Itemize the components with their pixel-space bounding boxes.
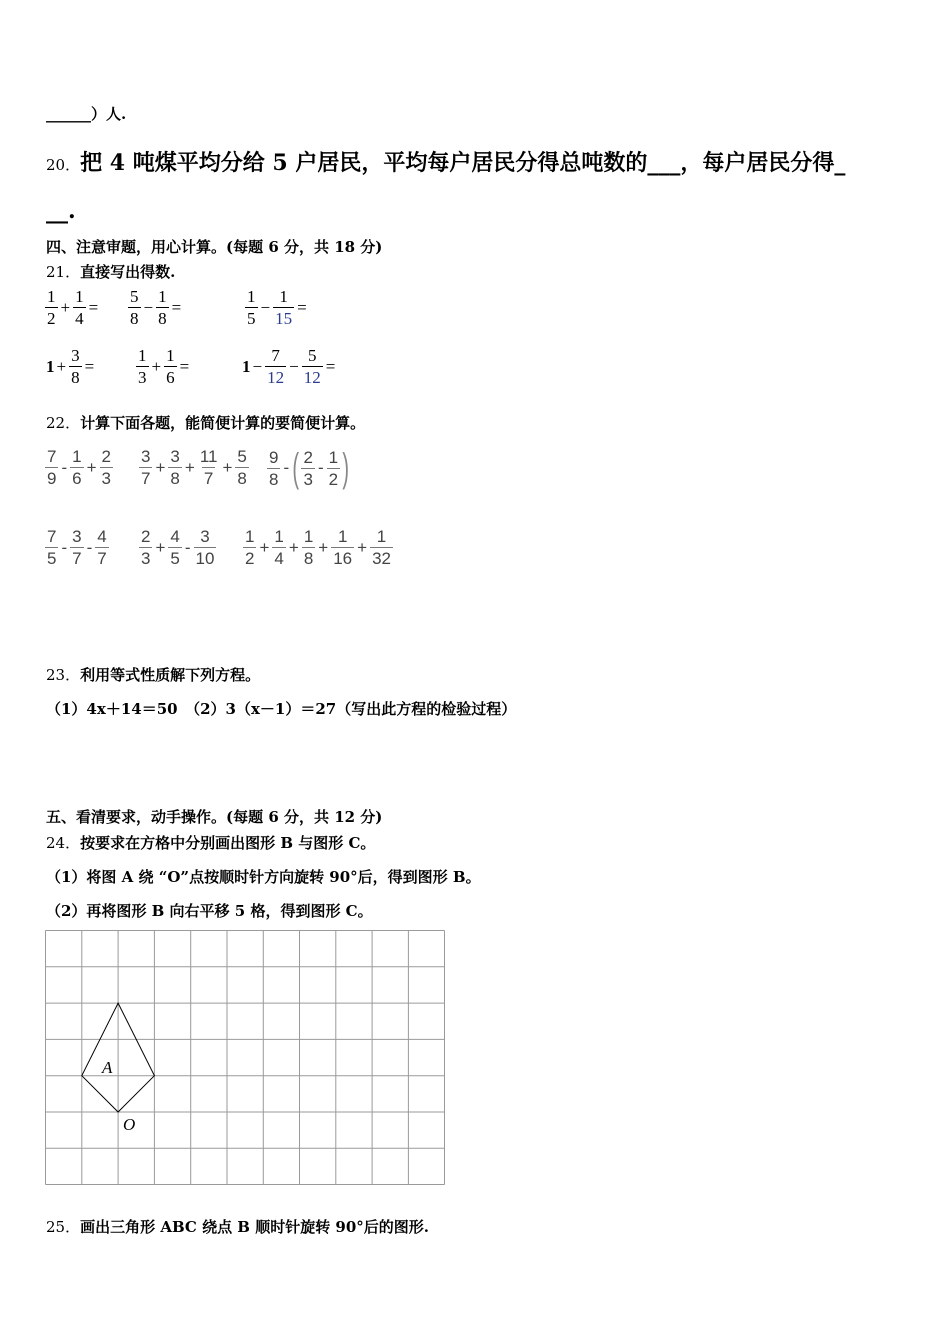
- denominator: 3: [101, 469, 112, 488]
- fraction: [265, 347, 286, 386]
- fraction: [168, 448, 181, 487]
- operator: +: [184, 457, 195, 477]
- fraction: [273, 288, 294, 327]
- q22-text: 计算下面各题，能简便计算的要简便计算。: [80, 414, 366, 432]
- q22-expr-3: [266, 448, 350, 488]
- q21-expr-6: 1 − $\frac{7}{12}$ − $\frac{5}{12}$ =: [242, 346, 336, 387]
- fraction: [245, 288, 258, 327]
- operator: +: [357, 537, 368, 557]
- q21-heading: [46, 261, 175, 282]
- numerator: 2: [303, 447, 313, 467]
- q23-number: 23．: [46, 666, 81, 684]
- q22-expr-2: [138, 448, 250, 487]
- operator: =: [297, 297, 307, 317]
- q24-part-1: （1）将图 A 绕 “O”点按顺时针方向旋转 90°后，得到图形 B。: [46, 868, 481, 886]
- fraction: [243, 528, 256, 567]
- q21-expr-5: [135, 347, 191, 386]
- fraction: [139, 528, 152, 567]
- q25-text: 画出三角形 ABC 绕点 B 顺时针旋转 90°后的图形.: [80, 1218, 430, 1236]
- q19-tail: [46, 103, 126, 124]
- q21-number: 21．: [46, 263, 81, 281]
- denominator: 10: [195, 549, 215, 568]
- numerator: 5: [307, 346, 317, 365]
- fraction: [164, 347, 177, 386]
- denominator: 7: [72, 549, 82, 568]
- q22-expr-1: [44, 448, 114, 487]
- numerator: 1: [274, 527, 284, 546]
- numerator: 1: [303, 527, 314, 546]
- fraction: [302, 528, 315, 567]
- numerator: 1: [337, 527, 348, 546]
- denominator: 6: [72, 469, 82, 488]
- fraction: [194, 528, 217, 567]
- denominator: 5: [47, 549, 57, 568]
- denominator: 5: [247, 309, 256, 328]
- numerator: 1: [166, 346, 175, 365]
- numerator: 3: [72, 527, 82, 546]
- denominator: 8: [158, 309, 167, 328]
- operator: -: [61, 537, 68, 557]
- numerator: 9: [269, 447, 279, 467]
- q23-text: 利用等式性质解下列方程。: [80, 666, 261, 684]
- fraction: [168, 528, 181, 567]
- denominator: 3: [141, 549, 151, 568]
- fraction: [198, 448, 220, 487]
- fraction: [95, 528, 108, 567]
- denominator: 2: [328, 469, 339, 489]
- fraction: [128, 288, 141, 327]
- denominator: 7: [97, 549, 107, 568]
- denominator: 5: [170, 549, 180, 568]
- q24-text: 按要求在方格中分别画出图形 B 与图形 C。: [80, 834, 376, 852]
- operator: +: [155, 457, 166, 477]
- fraction: [370, 528, 393, 567]
- right-paren: ): [342, 446, 350, 490]
- operator: -: [61, 457, 68, 477]
- q19-tail-text: ）人.: [91, 105, 127, 123]
- q23-heading: [46, 664, 260, 685]
- numerator: 1: [279, 287, 288, 306]
- denominator: 7: [141, 469, 151, 488]
- fraction: [156, 288, 169, 327]
- numerator: 1: [158, 287, 167, 306]
- q25-heading: [46, 1216, 429, 1237]
- operator: −: [260, 297, 271, 317]
- numerator: 5: [130, 287, 139, 306]
- q22-expr-4: [44, 528, 110, 567]
- fraction: [45, 448, 58, 487]
- q24-number: 24．: [46, 834, 81, 852]
- fraction: [331, 528, 354, 567]
- answer-blank: ______: [46, 105, 91, 123]
- numerator: 1: [247, 287, 256, 306]
- q20: [46, 146, 845, 177]
- fraction: [272, 528, 285, 567]
- section-5-title: 五、看清要求，动手操作。(每题 6 分，共 12 分): [46, 808, 383, 826]
- denominator: 12: [303, 368, 321, 387]
- operator: =: [179, 356, 190, 376]
- operator: -: [283, 458, 290, 477]
- operator: -: [317, 458, 324, 477]
- q20-tail: __.: [46, 198, 76, 224]
- operator: +: [86, 457, 97, 477]
- fraction: [45, 288, 58, 327]
- drawing-grid[interactable]: [45, 930, 446, 1186]
- section-4-title: 四、注意审题，用心计算。(每题 6 分，共 18 分): [46, 238, 383, 256]
- operator: =: [325, 356, 336, 376]
- denominator: 12: [267, 368, 285, 387]
- fraction: [301, 449, 314, 488]
- numerator: 1: [245, 527, 255, 546]
- numerator: 1: [138, 346, 147, 365]
- denominator: 8: [269, 469, 279, 489]
- numerator: 1: [47, 287, 56, 306]
- numerator: 5: [237, 447, 247, 466]
- denominator: 32: [372, 549, 391, 568]
- operator: −: [289, 356, 299, 376]
- denominator: 8: [303, 549, 314, 568]
- numerator: 1: [72, 447, 82, 466]
- denominator: 8: [130, 309, 139, 328]
- operator: +: [155, 537, 166, 557]
- fraction: [235, 448, 248, 487]
- numerator: 3: [170, 447, 180, 466]
- q20-number: 20．: [46, 156, 81, 174]
- operator: =: [171, 297, 182, 317]
- denominator: 8: [237, 469, 247, 488]
- numerator: 7: [47, 527, 57, 546]
- denominator: 8: [170, 469, 180, 488]
- q22-expr-5: [138, 528, 217, 567]
- numerator: 3: [71, 346, 80, 365]
- q21-expr-1: [44, 288, 100, 327]
- numerator: 3: [141, 447, 151, 466]
- label-a: A: [102, 1058, 113, 1077]
- operator: +: [288, 537, 299, 557]
- denominator: 2: [47, 309, 56, 328]
- q21-expr-4: 1 + $\frac{3}{8}$ =: [46, 346, 95, 387]
- numerator: 7: [271, 346, 280, 365]
- fraction: [73, 288, 86, 327]
- numerator: 11: [199, 447, 218, 466]
- operator: -: [86, 537, 93, 557]
- operator: −: [252, 356, 263, 376]
- q23-parts: （1）4x＋14＝50 （2）3（x－1）＝27（写出此方程的检验过程）: [46, 700, 517, 718]
- fraction: [100, 448, 113, 487]
- operator: =: [88, 297, 99, 317]
- fraction: [70, 528, 83, 567]
- fraction: [267, 449, 280, 488]
- fraction: [327, 449, 340, 488]
- q25-number: 25．: [46, 1218, 81, 1236]
- fraction: [69, 347, 82, 386]
- denominator: 9: [47, 469, 57, 488]
- operator: +: [151, 356, 162, 376]
- denominator: 6: [166, 368, 175, 387]
- operator: =: [84, 356, 95, 376]
- numerator: 7: [47, 447, 57, 466]
- fraction: [45, 528, 58, 567]
- operator: +: [318, 537, 329, 557]
- q24-part-2: （2）再将图形 B 向右平移 5 格，得到图形 C。: [46, 902, 373, 920]
- q21-text: 直接写出得数.: [80, 263, 176, 281]
- fraction: [302, 347, 323, 386]
- q21-expr-3: [244, 288, 309, 327]
- numerator: 3: [200, 527, 210, 546]
- q21-expr-2: [127, 288, 183, 327]
- q22-expr-6: [242, 528, 394, 567]
- operator: +: [60, 297, 71, 317]
- q24-heading: [46, 832, 375, 853]
- q22-number: 22．: [46, 414, 81, 432]
- numerator: 1: [376, 527, 387, 546]
- operator: +: [56, 356, 67, 376]
- operator: -: [184, 537, 191, 557]
- numerator: 1: [328, 447, 339, 467]
- denominator: 3: [138, 368, 147, 387]
- fraction: [139, 448, 152, 487]
- label-o: O: [123, 1115, 136, 1134]
- numerator: 4: [97, 527, 107, 546]
- numerator: 1: [75, 287, 84, 306]
- denominator: 3: [303, 469, 313, 489]
- denominator: 16: [333, 549, 353, 568]
- denominator: 2: [245, 549, 255, 568]
- left-paren: (: [292, 446, 300, 490]
- denominator: 4: [75, 309, 84, 328]
- numerator: 2: [141, 527, 151, 546]
- denominator: 7: [203, 469, 214, 488]
- denominator: 4: [274, 549, 284, 568]
- denominator: 8: [71, 368, 80, 387]
- fraction: [70, 448, 83, 487]
- fraction: [136, 347, 149, 386]
- operator: +: [222, 457, 233, 477]
- q20-text: 把 4 吨煤平均分给 5 户居民，平均每户居民分得总吨数的___，每户居民分得_: [80, 150, 846, 176]
- numerator: 2: [101, 447, 112, 466]
- operator: −: [143, 297, 154, 317]
- numerator: 4: [170, 527, 180, 546]
- q22-heading: [46, 412, 365, 433]
- denominator: 15: [275, 309, 293, 328]
- operator: +: [259, 537, 270, 557]
